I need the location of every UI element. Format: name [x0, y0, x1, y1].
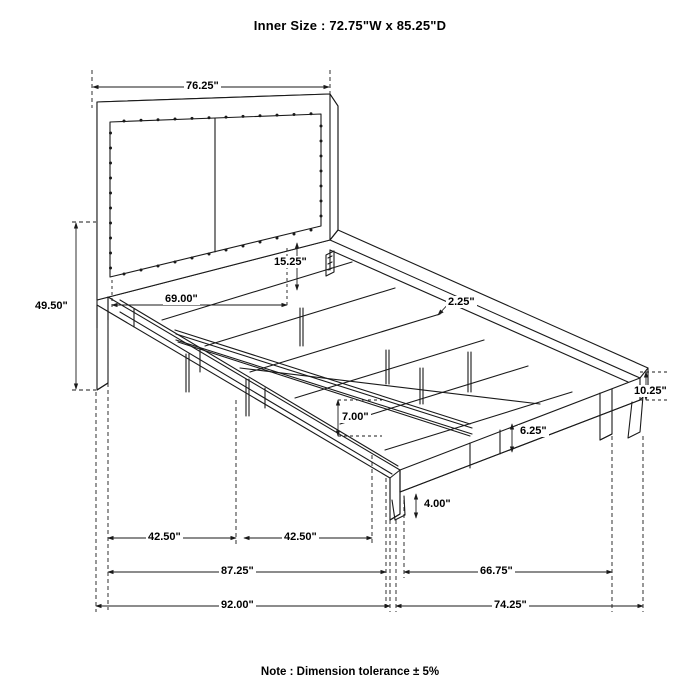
dim-headboard-width: 76.25" [186, 80, 219, 92]
dim-right-half-length: 42.50" [284, 531, 317, 543]
dim-side-rail-height: 10.25" [634, 385, 667, 397]
page-title: Inner Size : 72.75"W x 85.25"D [253, 18, 447, 33]
dim-slat-clearance: 7.00" [342, 411, 369, 423]
dim-overall-side-depth: 74.25" [494, 599, 527, 611]
dim-headboard-panel-height: 15.25" [274, 256, 307, 268]
tolerance-note: Note : Dimension tolerance ± 5% [260, 666, 440, 678]
dim-headboard-inner-width: 69.00" [165, 293, 198, 305]
dim-overall-front-width: 92.00" [221, 599, 254, 611]
dim-front-span: 87.25" [221, 565, 254, 577]
dim-side-upper-span: 66.75" [480, 565, 513, 577]
dim-overall-height: 49.50" [35, 300, 68, 312]
dim-rail-bottom-height: 6.25" [520, 425, 547, 437]
dim-leg-height: 4.00" [424, 498, 451, 510]
dim-left-half-length: 42.50" [148, 531, 181, 543]
dim-rail-thickness: 2.25" [448, 296, 475, 308]
